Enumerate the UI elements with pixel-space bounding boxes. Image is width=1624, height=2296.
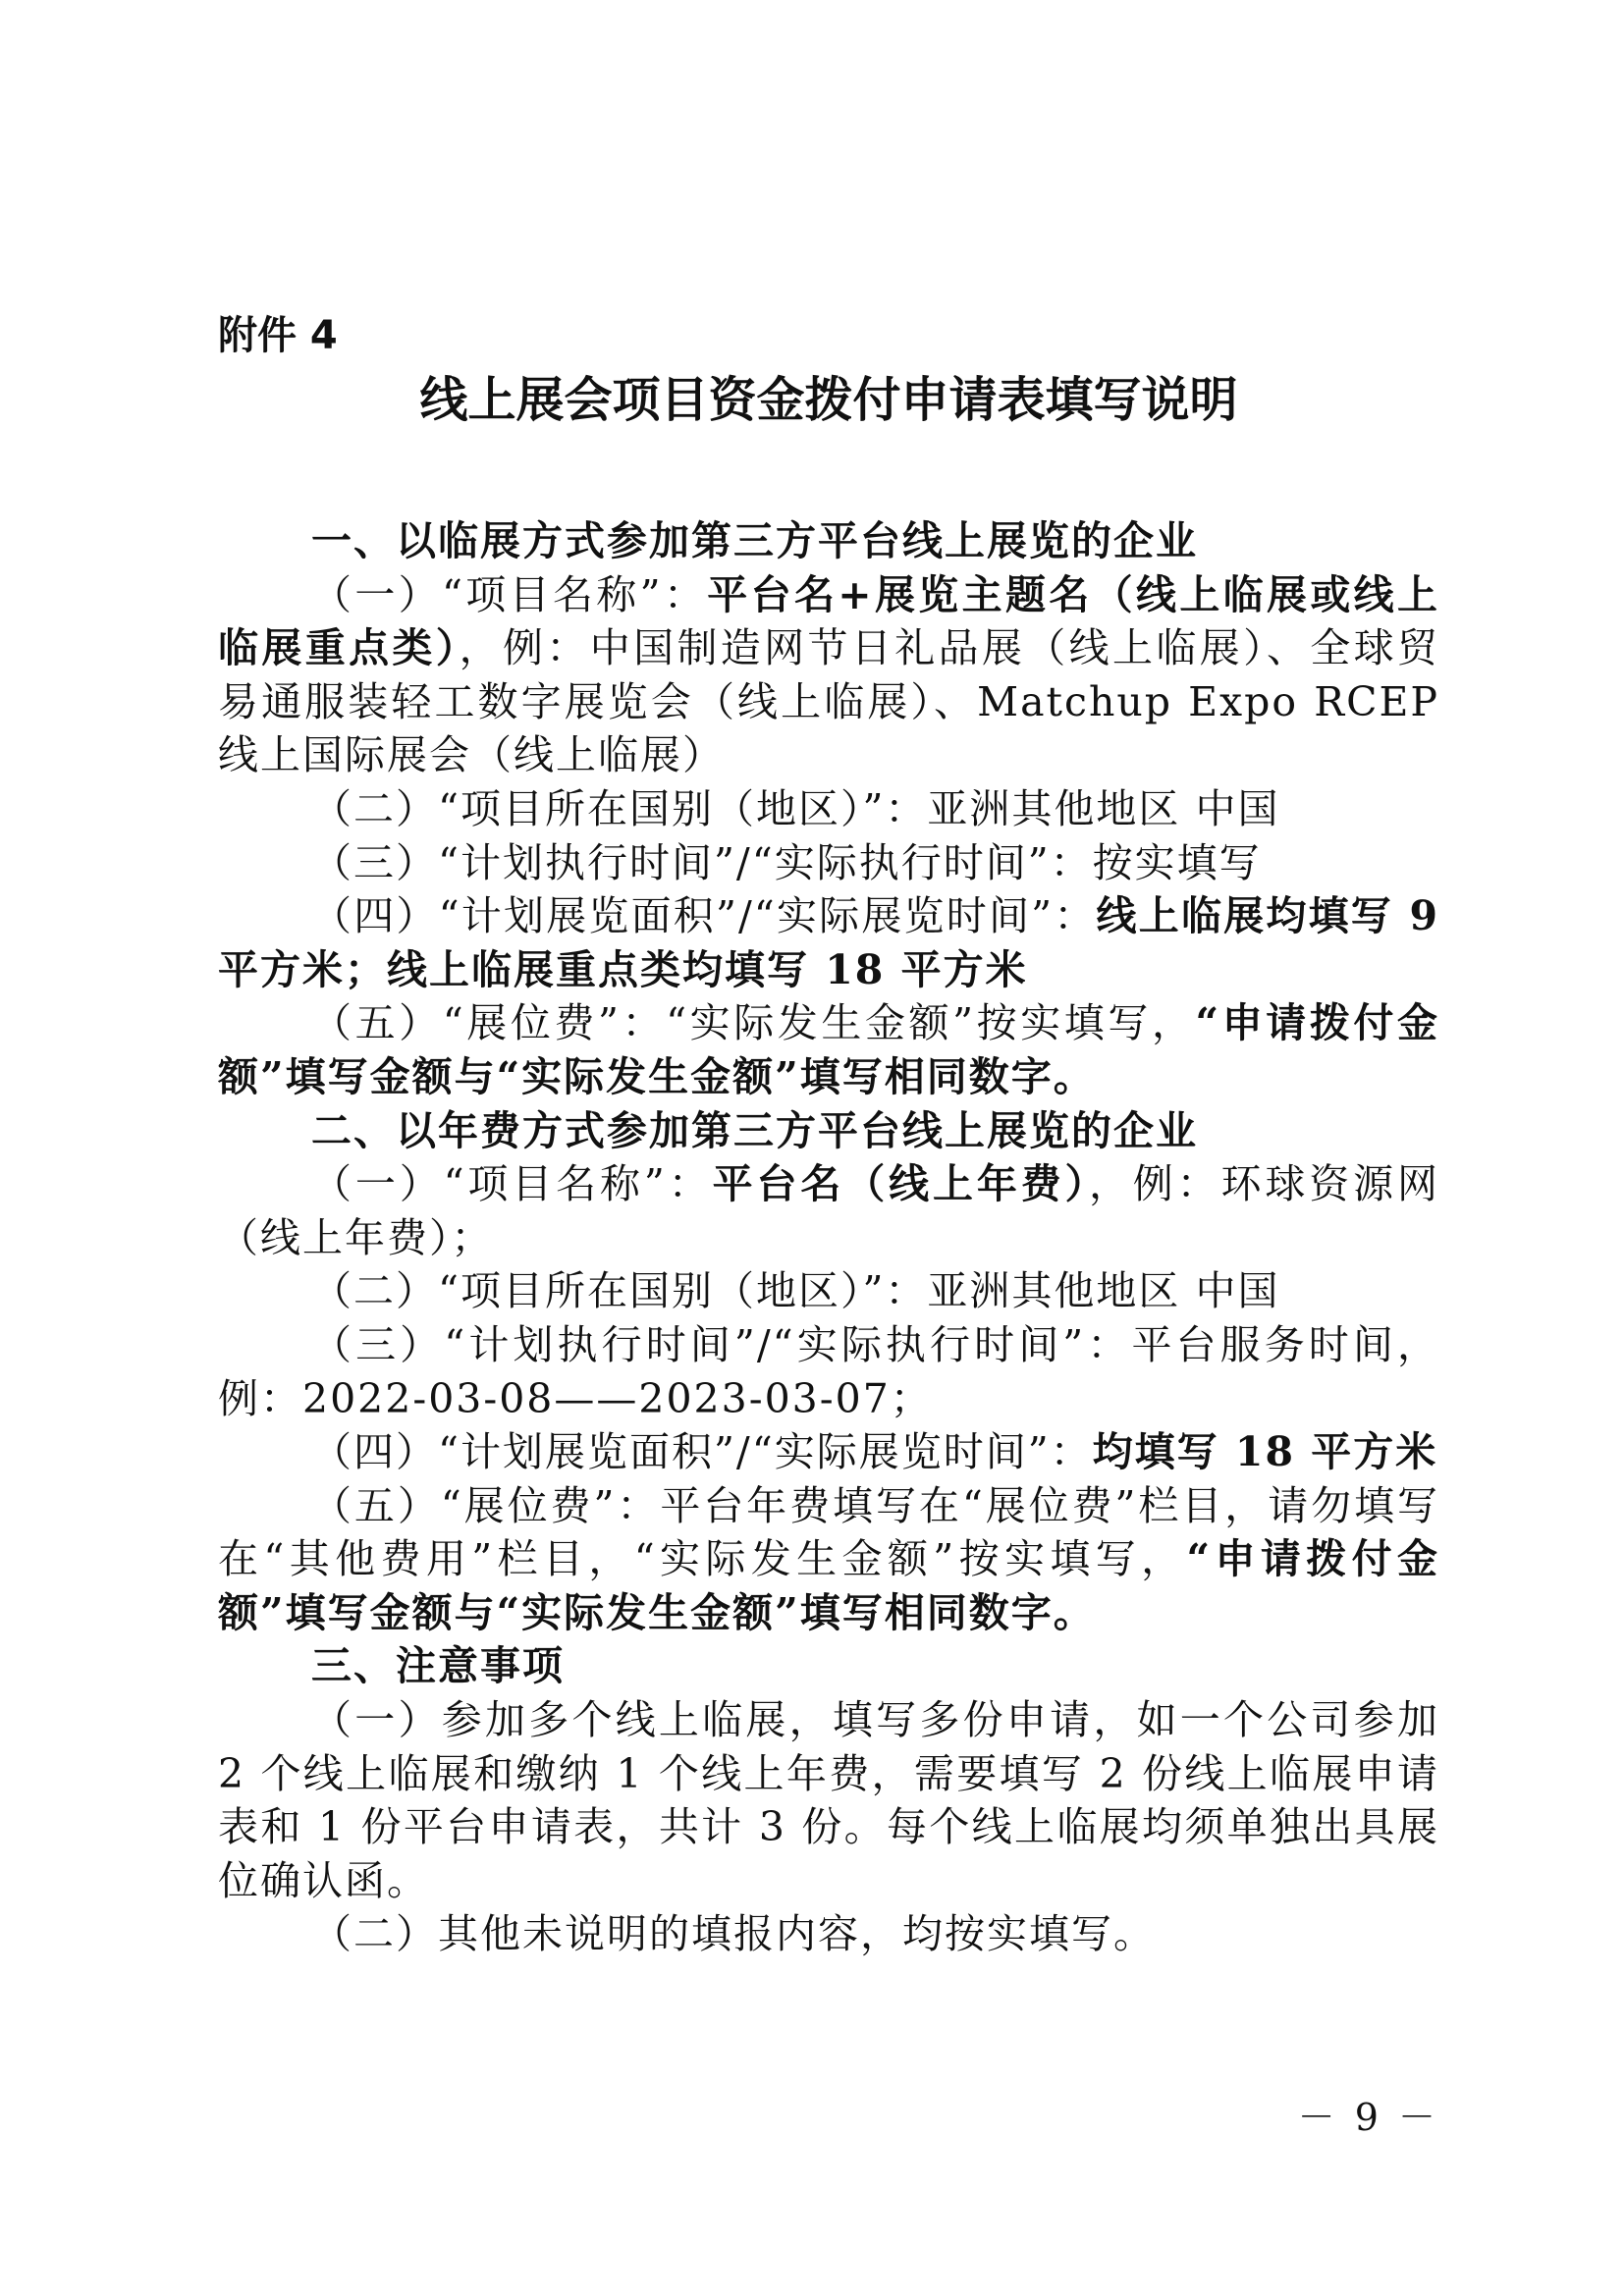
item-bold-text: 均填写 18 平方米	[1092, 1428, 1438, 1476]
item-text: 参加多个线上临展，填写多份申请，如一个公司参加 2 个线上临展和缴纳 1 个线上年费，需要填写 2 份线上临展申请表和 1 份平台申请表，共计 3 份。每个线上临展均须单独出具展位确认函。	[218, 1696, 1440, 1904]
item-label: （三）“计划执行时间”/“实际执行时间”：	[311, 1320, 1132, 1368]
item-bold-text: “申请拨付金额”填写金额与“实际发生金额”填写相同数字。	[218, 1535, 1439, 1636]
section-item	[218, 568, 1439, 782]
item-bold-text: “申请拨付金额”填写金额与“实际发生金额”填写相同数字。	[218, 999, 1439, 1100]
item-bold-text: 线上临展均填写 9 平方米；线上临展重点类均填写 18 平方米	[218, 892, 1439, 993]
item-label: （四）“计划展览面积”/“实际展览时间”：	[311, 892, 1097, 940]
item-text: 按实填写	[1092, 838, 1262, 886]
section-item	[218, 996, 1439, 1103]
section-item	[218, 1318, 1439, 1425]
item-bold-text: 平台名（线上年费）	[712, 1160, 1089, 1208]
section-item	[218, 782, 1439, 836]
item-label: （一）“项目名称”：	[311, 1160, 713, 1208]
section-item	[218, 1479, 1439, 1640]
item-label: （五）“展位费”：	[311, 1481, 661, 1529]
document-body	[218, 514, 1439, 1961]
item-text: 亚洲其他地区 中国	[927, 784, 1280, 832]
section-item	[218, 1425, 1439, 1479]
item-label: （五）“展位费”：“实际发生金额”按实填写，	[311, 999, 1196, 1047]
item-text: 其他未说明的填报内容，均按实填写。	[438, 1910, 1156, 1958]
section-heading: 一、以临展方式参加第三方平台线上展览的企业	[311, 517, 1198, 564]
section-heading: 二、以年费方式参加第三方平台线上展览的企业	[311, 1106, 1198, 1154]
item-text: 亚洲其他地区 中国	[927, 1267, 1280, 1315]
item-text: ，例：环球资源网（线上年费）；	[218, 1160, 1440, 1261]
item-label: （一）“项目名称”：	[311, 570, 708, 618]
document-title: 线上展会项目资金拨付申请表填写说明	[419, 372, 1238, 428]
page-number: － 9 －	[1297, 2096, 1439, 2139]
item-bold-text: 平台名+展览主题名（线上临展或线上临展重点类）	[218, 570, 1439, 672]
section-item	[218, 836, 1439, 890]
item-text: 平台服务时间，例：2022-03-08——2023-03-07；	[218, 1320, 1439, 1422]
item-label: （四）“计划展览面积”/“实际展览时间”：	[311, 1428, 1093, 1476]
item-text: 平台年费填写在“展位费”栏目，请勿填写在“其他费用”栏目，“实际发生金额”按实填写，	[218, 1481, 1440, 1583]
item-label: （一）	[311, 1696, 442, 1744]
item-text: ，例：中国制造网节日礼品展（线上临展）、全球贸易通服装轻工数字展览会（线上临展）、Matchup Expo RCEP线上国际展会（线上临展）	[218, 624, 1440, 779]
section-item	[218, 889, 1439, 996]
attachment-label: 附件 4	[218, 313, 338, 358]
item-label: （二）“项目所在国别（地区）”：	[311, 784, 928, 832]
section-item	[218, 1157, 1439, 1264]
item-label: （二）	[311, 1910, 438, 1958]
section-item	[218, 1264, 1439, 1318]
section-heading: 三、注意事项	[311, 1642, 565, 1690]
item-label: （二）“项目所在国别（地区）”：	[311, 1267, 928, 1315]
section-item	[218, 1907, 1439, 1961]
item-label: （三）“计划执行时间”/“实际执行时间”：	[311, 838, 1093, 886]
section-item	[218, 1693, 1439, 1907]
